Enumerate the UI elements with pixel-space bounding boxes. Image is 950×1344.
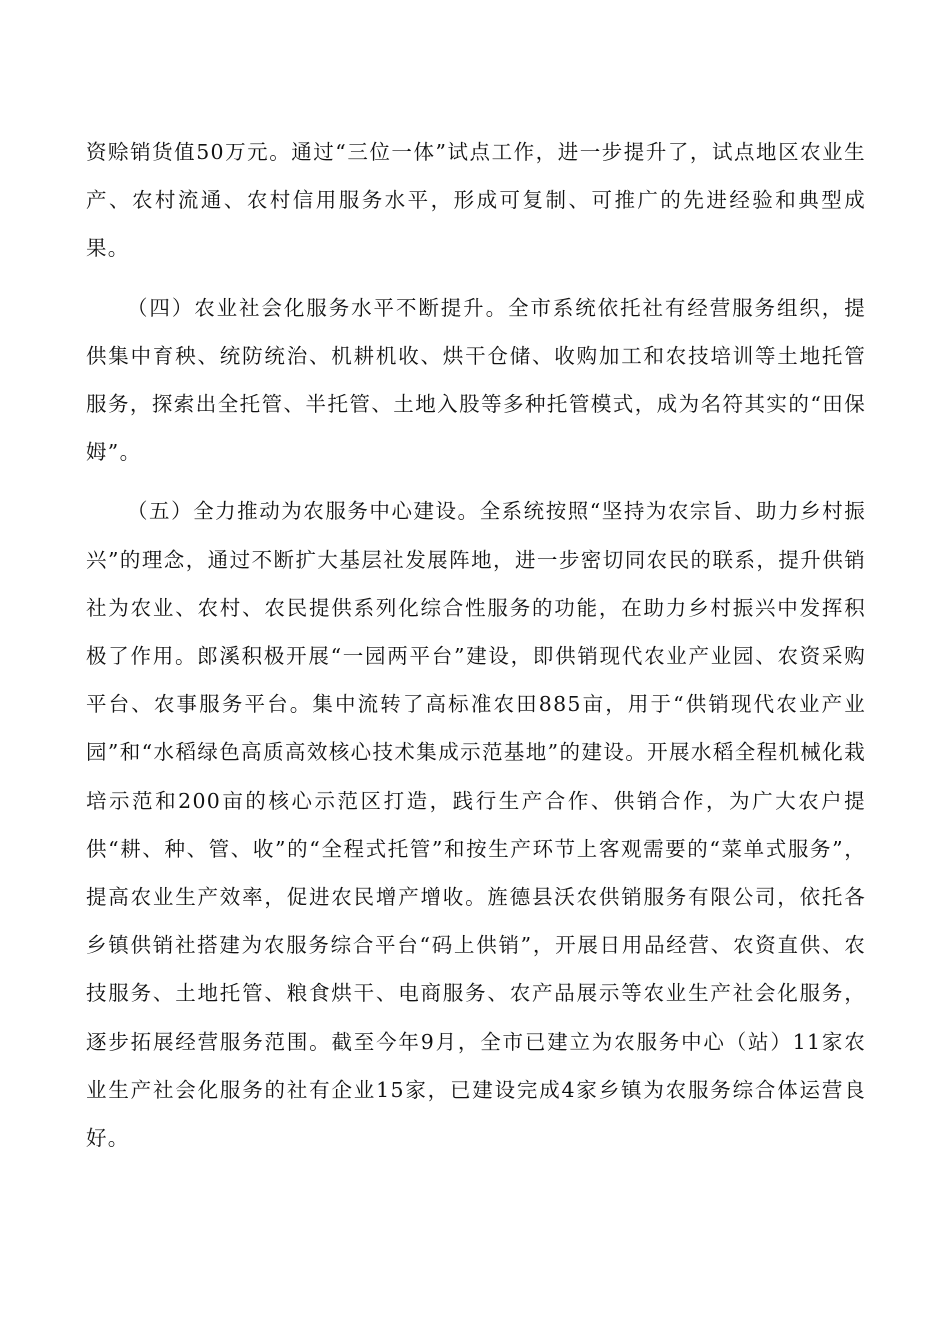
paragraph-continuation: 资赊销货值50万元。通过“三位一体”试点工作，进一步提升了，试点地区农业生产、农村流通、农村信用服务水平，形成可复制、可推广的先进经验和典型成果。 [86, 140, 866, 261]
document-body [86, 128, 866, 1173]
paragraph-section-five: （五）全力推动为农服务中心建设。全系统按照“坚持为农宗旨、助力乡村振兴”的理念，通过不断扩大基层社发展阵地，进一步密切同农民的联系，提升供销社为农业、农村、农民提供系列化综合性服务的功能，在助力乡村振兴中发挥积极了作用。郎溪积极开展“一园两平台”建设，即供销现代农业产业园、农资采购平台、农事服务平台。集中流转了高标准农田885亩，用于“供销现代农业产业园”和“水稻绿色高质高效核心技术集成示范基地”的建设。开展水稻全程机械化栽培示范和200亩的核心示范区打造，践行生产合作、供销合作，为广大农户提供“耕、种、管、收”的“全程式托管”和按生产环节上客观需要的“菜单式服务”，提高农业生产效率，促进农民增产增收。旌德县沃农供销服务有限公司，依托各乡镇供销社搭建为农服务综合平台“码上供销”，开展日用品经营、农资直供、农技服务、土地托管、粮食烘干、电商服务、农产品展示等农业生产社会化服务，逐步拓展经营服务范围。截至今年9月，全市已建立为农服务中心（站）11家农业生产社会化服务的社有企业15家，已建设完成4家乡镇为农服务综合体运营良好。 [86, 499, 866, 1151]
paragraph-section-four: （四）农业社会化服务水平不断提升。全市系统依托社有经营服务组织，提供集中育秧、统防统治、机耕机收、烘干仓储、收购加工和农技培训等土地托管服务，探索出全托管、半托管、土地入股等多种托管模式，成为名符其实的“田保姆”。 [86, 295, 866, 465]
